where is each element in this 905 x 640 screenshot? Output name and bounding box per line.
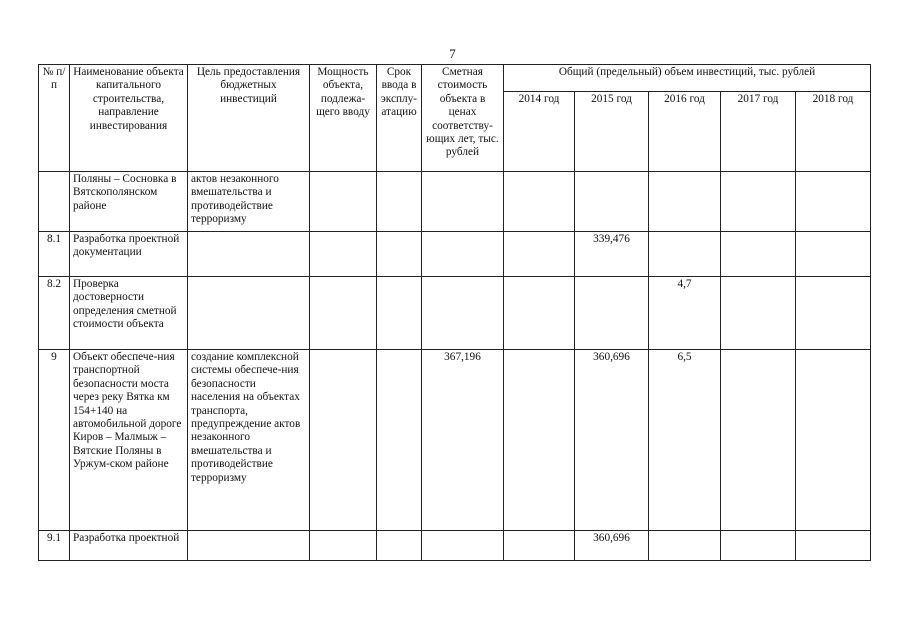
row-2016 xyxy=(649,232,721,277)
row-2015: 339,476 xyxy=(575,232,649,277)
row-goal xyxy=(188,232,310,277)
investment-table xyxy=(38,64,871,561)
row-cost xyxy=(422,232,504,277)
row-name: Разработка проектной xyxy=(70,531,188,561)
row-capacity xyxy=(310,277,377,350)
header-cost: Сметная стоимость объекта в ценах соответству-ющих лет, тыс. рублей xyxy=(422,65,504,172)
row-num xyxy=(39,172,70,232)
row-goal xyxy=(188,277,310,350)
row-2016: 6,5 xyxy=(649,350,721,531)
row-num: 9.1 xyxy=(39,531,70,561)
row-term xyxy=(377,350,422,531)
row-capacity xyxy=(310,531,377,561)
row-capacity xyxy=(310,172,377,232)
row-2017 xyxy=(721,350,796,531)
row-name: Поляны – Сосновка в Вятскополянском районе xyxy=(70,172,188,232)
header-year-2018: 2018 год xyxy=(796,92,871,172)
row-2017 xyxy=(721,232,796,277)
page-number: 7 xyxy=(449,46,456,61)
row-2015: 360,696 xyxy=(575,350,649,531)
row-2018 xyxy=(796,232,871,277)
row-cost xyxy=(422,172,504,232)
row-term xyxy=(377,172,422,232)
row-goal xyxy=(188,531,310,561)
row-cost xyxy=(422,531,504,561)
table-row xyxy=(39,232,871,277)
row-capacity xyxy=(310,350,377,531)
row-term xyxy=(377,531,422,561)
row-name: Объект обеспече-ния транспортной безопасности моста через реку Вятка км 154+140 на автомобильной дороге Киров – Малмыж – Вятские Поляны в Уржум-ском районе xyxy=(70,350,188,531)
header-year-2014: 2014 год xyxy=(504,92,575,172)
row-2018 xyxy=(796,277,871,350)
header-goal: Цель предоставления бюджетных инвестиций xyxy=(188,65,310,172)
row-name: Разработка проектной документации xyxy=(70,232,188,277)
header-total: Общий (предельный) объем инвестиций, тыс. рублей xyxy=(504,65,871,92)
table-row xyxy=(39,277,871,350)
row-cost: 367,196 xyxy=(422,350,504,531)
row-2017 xyxy=(721,277,796,350)
header-year-2017: 2017 год xyxy=(721,92,796,172)
row-2014 xyxy=(504,350,575,531)
table-row xyxy=(39,531,871,561)
row-name: Проверка достоверности определения сметной стоимости объекта xyxy=(70,277,188,350)
row-2016 xyxy=(649,172,721,232)
row-capacity xyxy=(310,232,377,277)
table-row xyxy=(39,350,871,531)
row-2016 xyxy=(649,531,721,561)
table-row xyxy=(39,172,871,232)
header-term: Срок ввода в эксплу-атацию xyxy=(377,65,422,172)
row-2014 xyxy=(504,531,575,561)
row-num: 9 xyxy=(39,350,70,531)
row-2015 xyxy=(575,277,649,350)
row-2018 xyxy=(796,350,871,531)
header-year-2015: 2015 год xyxy=(575,92,649,172)
row-2014 xyxy=(504,277,575,350)
row-2015: 360,696 xyxy=(575,531,649,561)
row-term xyxy=(377,277,422,350)
row-term xyxy=(377,232,422,277)
row-2018 xyxy=(796,172,871,232)
row-2017 xyxy=(721,172,796,232)
row-num: 8.1 xyxy=(39,232,70,277)
header-year-2016: 2016 год xyxy=(649,92,721,172)
row-num: 8.2 xyxy=(39,277,70,350)
row-2018 xyxy=(796,531,871,561)
row-2017 xyxy=(721,531,796,561)
row-2014 xyxy=(504,232,575,277)
header-name: Наименование объекта капитального строительства, направление инвестирования xyxy=(70,65,188,172)
row-2015 xyxy=(575,172,649,232)
header-num: № п/п xyxy=(39,65,70,172)
row-cost xyxy=(422,277,504,350)
row-2014 xyxy=(504,172,575,232)
row-goal: создание комплексной системы обеспече-ния безопасности населения на объектах транспорта, предупреждение актов незаконного вмешательства и противодействие терроризму xyxy=(188,350,310,531)
header-capacity: Мощность объекта, подлежа-щего вводу xyxy=(310,65,377,172)
row-2016: 4,7 xyxy=(649,277,721,350)
row-goal: актов незаконного вмешательства и противодействие терроризму xyxy=(188,172,310,232)
